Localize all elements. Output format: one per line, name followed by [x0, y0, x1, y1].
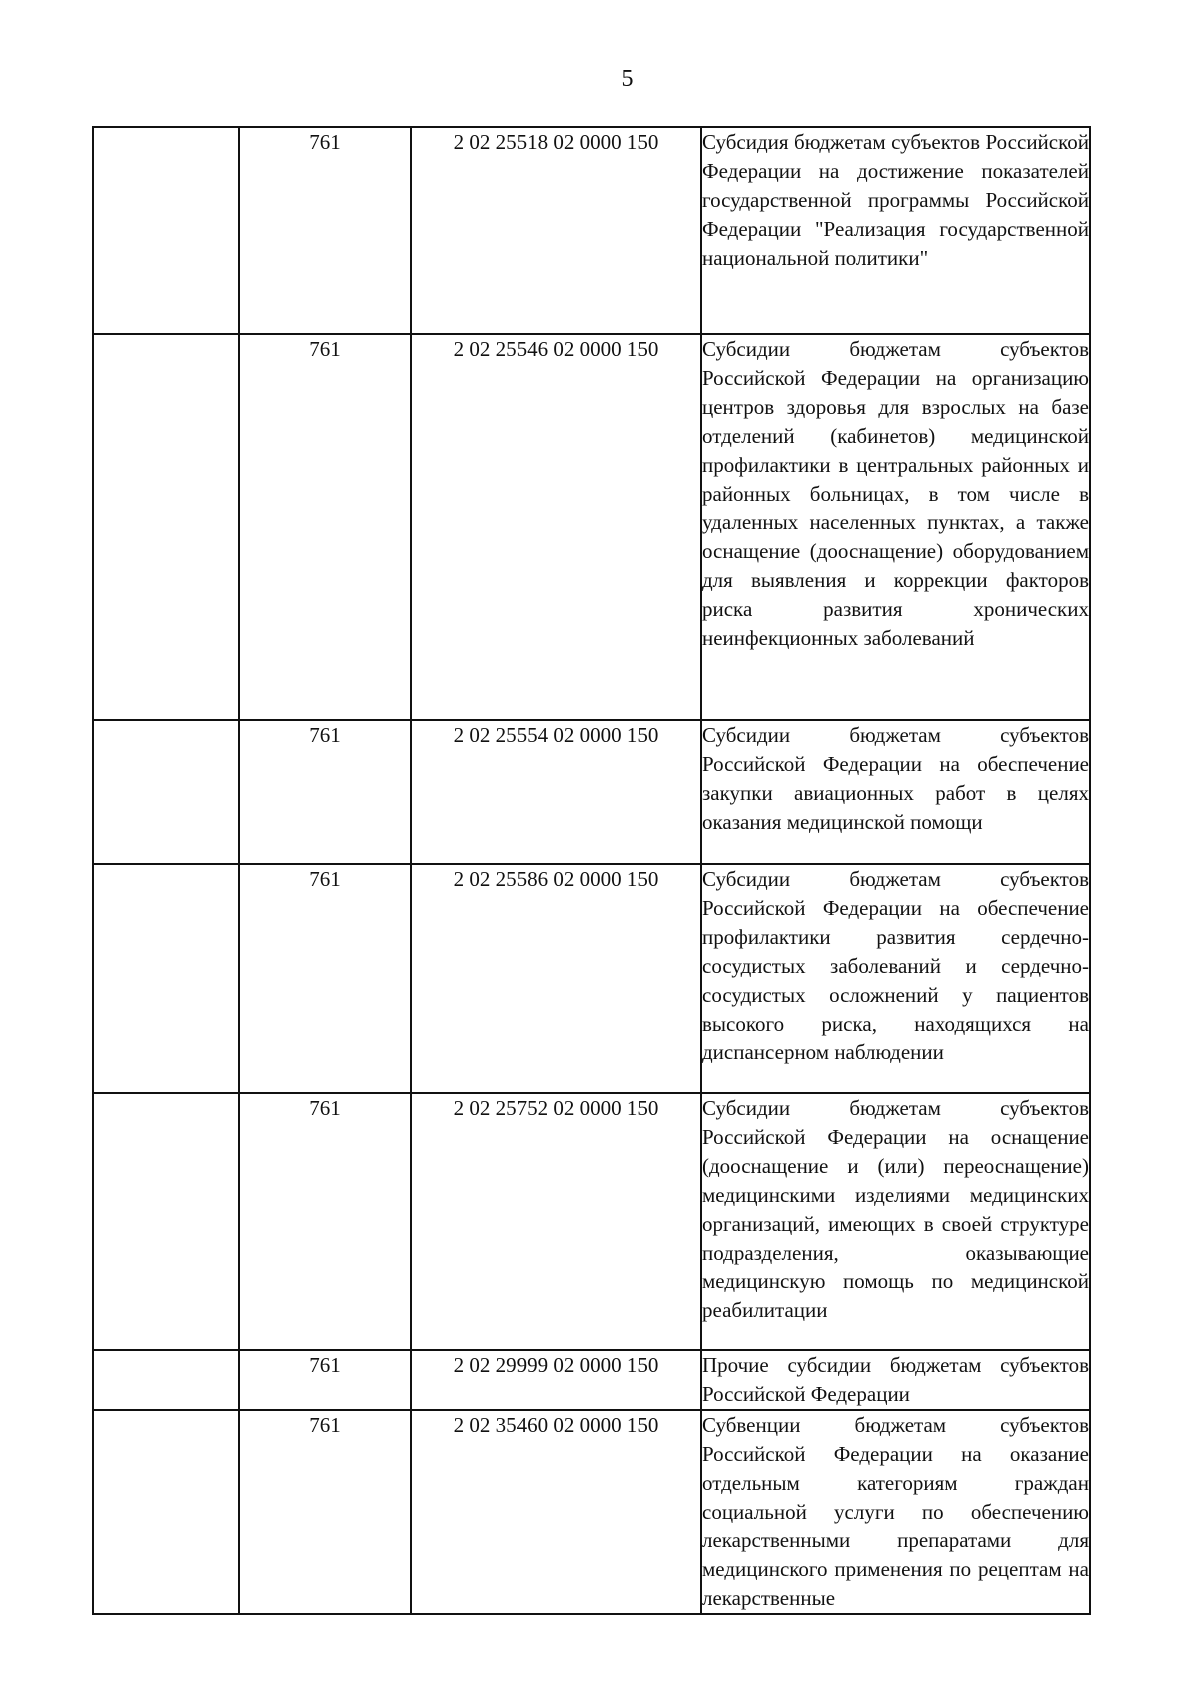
budget-classification-table [92, 126, 1091, 1615]
description-cell: Субсидия бюджетам субъектов Российской Федерации на достижение показателей государственной программы Российской Федерации "Реализация государственной национальной политики" [701, 127, 1090, 334]
admin-code-cell: 761 [239, 334, 411, 720]
table-row [93, 720, 1090, 864]
description-cell: Субсидии бюджетам субъектов Российской Федерации на обеспечение профилактики развития сердечно-сосудистых заболеваний и сердечно-сосудистых осложнений у пациентов высокого риска, находящихся на диспансерном наблюдении [701, 864, 1090, 1093]
description-cell: Прочие субсидии бюджетам субъектов Российской Федерации [701, 1350, 1090, 1410]
empty-cell [93, 334, 239, 720]
empty-cell [93, 1093, 239, 1350]
admin-code-cell: 761 [239, 1350, 411, 1410]
admin-code-cell: 761 [239, 864, 411, 1093]
table-row [93, 864, 1090, 1093]
description-cell: Субсидии бюджетам субъектов Российской Федерации на организацию центров здоровья для взрослых на базе отделений (кабинетов) медицинской профилактики в центральных районных и районных больницах, в том числе в удаленных населенных пунктах, а также оснащение (дооснащение) оборудованием для выявления и коррекции факторов риска развития хронических неинфекционных заболеваний [701, 334, 1090, 720]
table-row [93, 334, 1090, 720]
description-cell: Субсидии бюджетам субъектов Российской Федерации на обеспечение закупки авиационных работ в целях оказания медицинской помощи [701, 720, 1090, 864]
admin-code-cell: 761 [239, 1410, 411, 1614]
empty-cell [93, 1350, 239, 1410]
empty-cell [93, 1410, 239, 1614]
empty-cell [93, 127, 239, 334]
table-row [93, 127, 1090, 334]
admin-code-cell: 761 [239, 1093, 411, 1350]
budget-code-cell: 2 02 29999 02 0000 150 [411, 1350, 701, 1410]
description-cell: Субсидии бюджетам субъектов Российской Федерации на оснащение (дооснащение и (или) переоснащение) медицинскими изделиями медицинских организаций, имеющих в своей структуре подразделения, оказывающие медицинскую помощь по медицинской реабилитации [701, 1093, 1090, 1350]
table-row [93, 1350, 1090, 1410]
admin-code-cell: 761 [239, 127, 411, 334]
page-number: 5 [621, 66, 634, 92]
empty-cell [93, 864, 239, 1093]
table-row [93, 1410, 1090, 1614]
budget-code-cell: 2 02 25554 02 0000 150 [411, 720, 701, 864]
budget-code-cell: 2 02 25752 02 0000 150 [411, 1093, 701, 1350]
budget-code-cell: 2 02 25546 02 0000 150 [411, 334, 701, 720]
budget-code-cell: 2 02 25586 02 0000 150 [411, 864, 701, 1093]
admin-code-cell: 761 [239, 720, 411, 864]
empty-cell [93, 720, 239, 864]
budget-code-cell: 2 02 25518 02 0000 150 [411, 127, 701, 334]
description-cell: Субвенции бюджетам субъектов Российской Федерации на оказание отдельным категориям граждан социальной услуги по обеспечению лекарственными препаратами для медицинского применения по рецептам на лекарственные [701, 1410, 1090, 1614]
table-row [93, 1093, 1090, 1350]
budget-code-cell: 2 02 35460 02 0000 150 [411, 1410, 701, 1614]
